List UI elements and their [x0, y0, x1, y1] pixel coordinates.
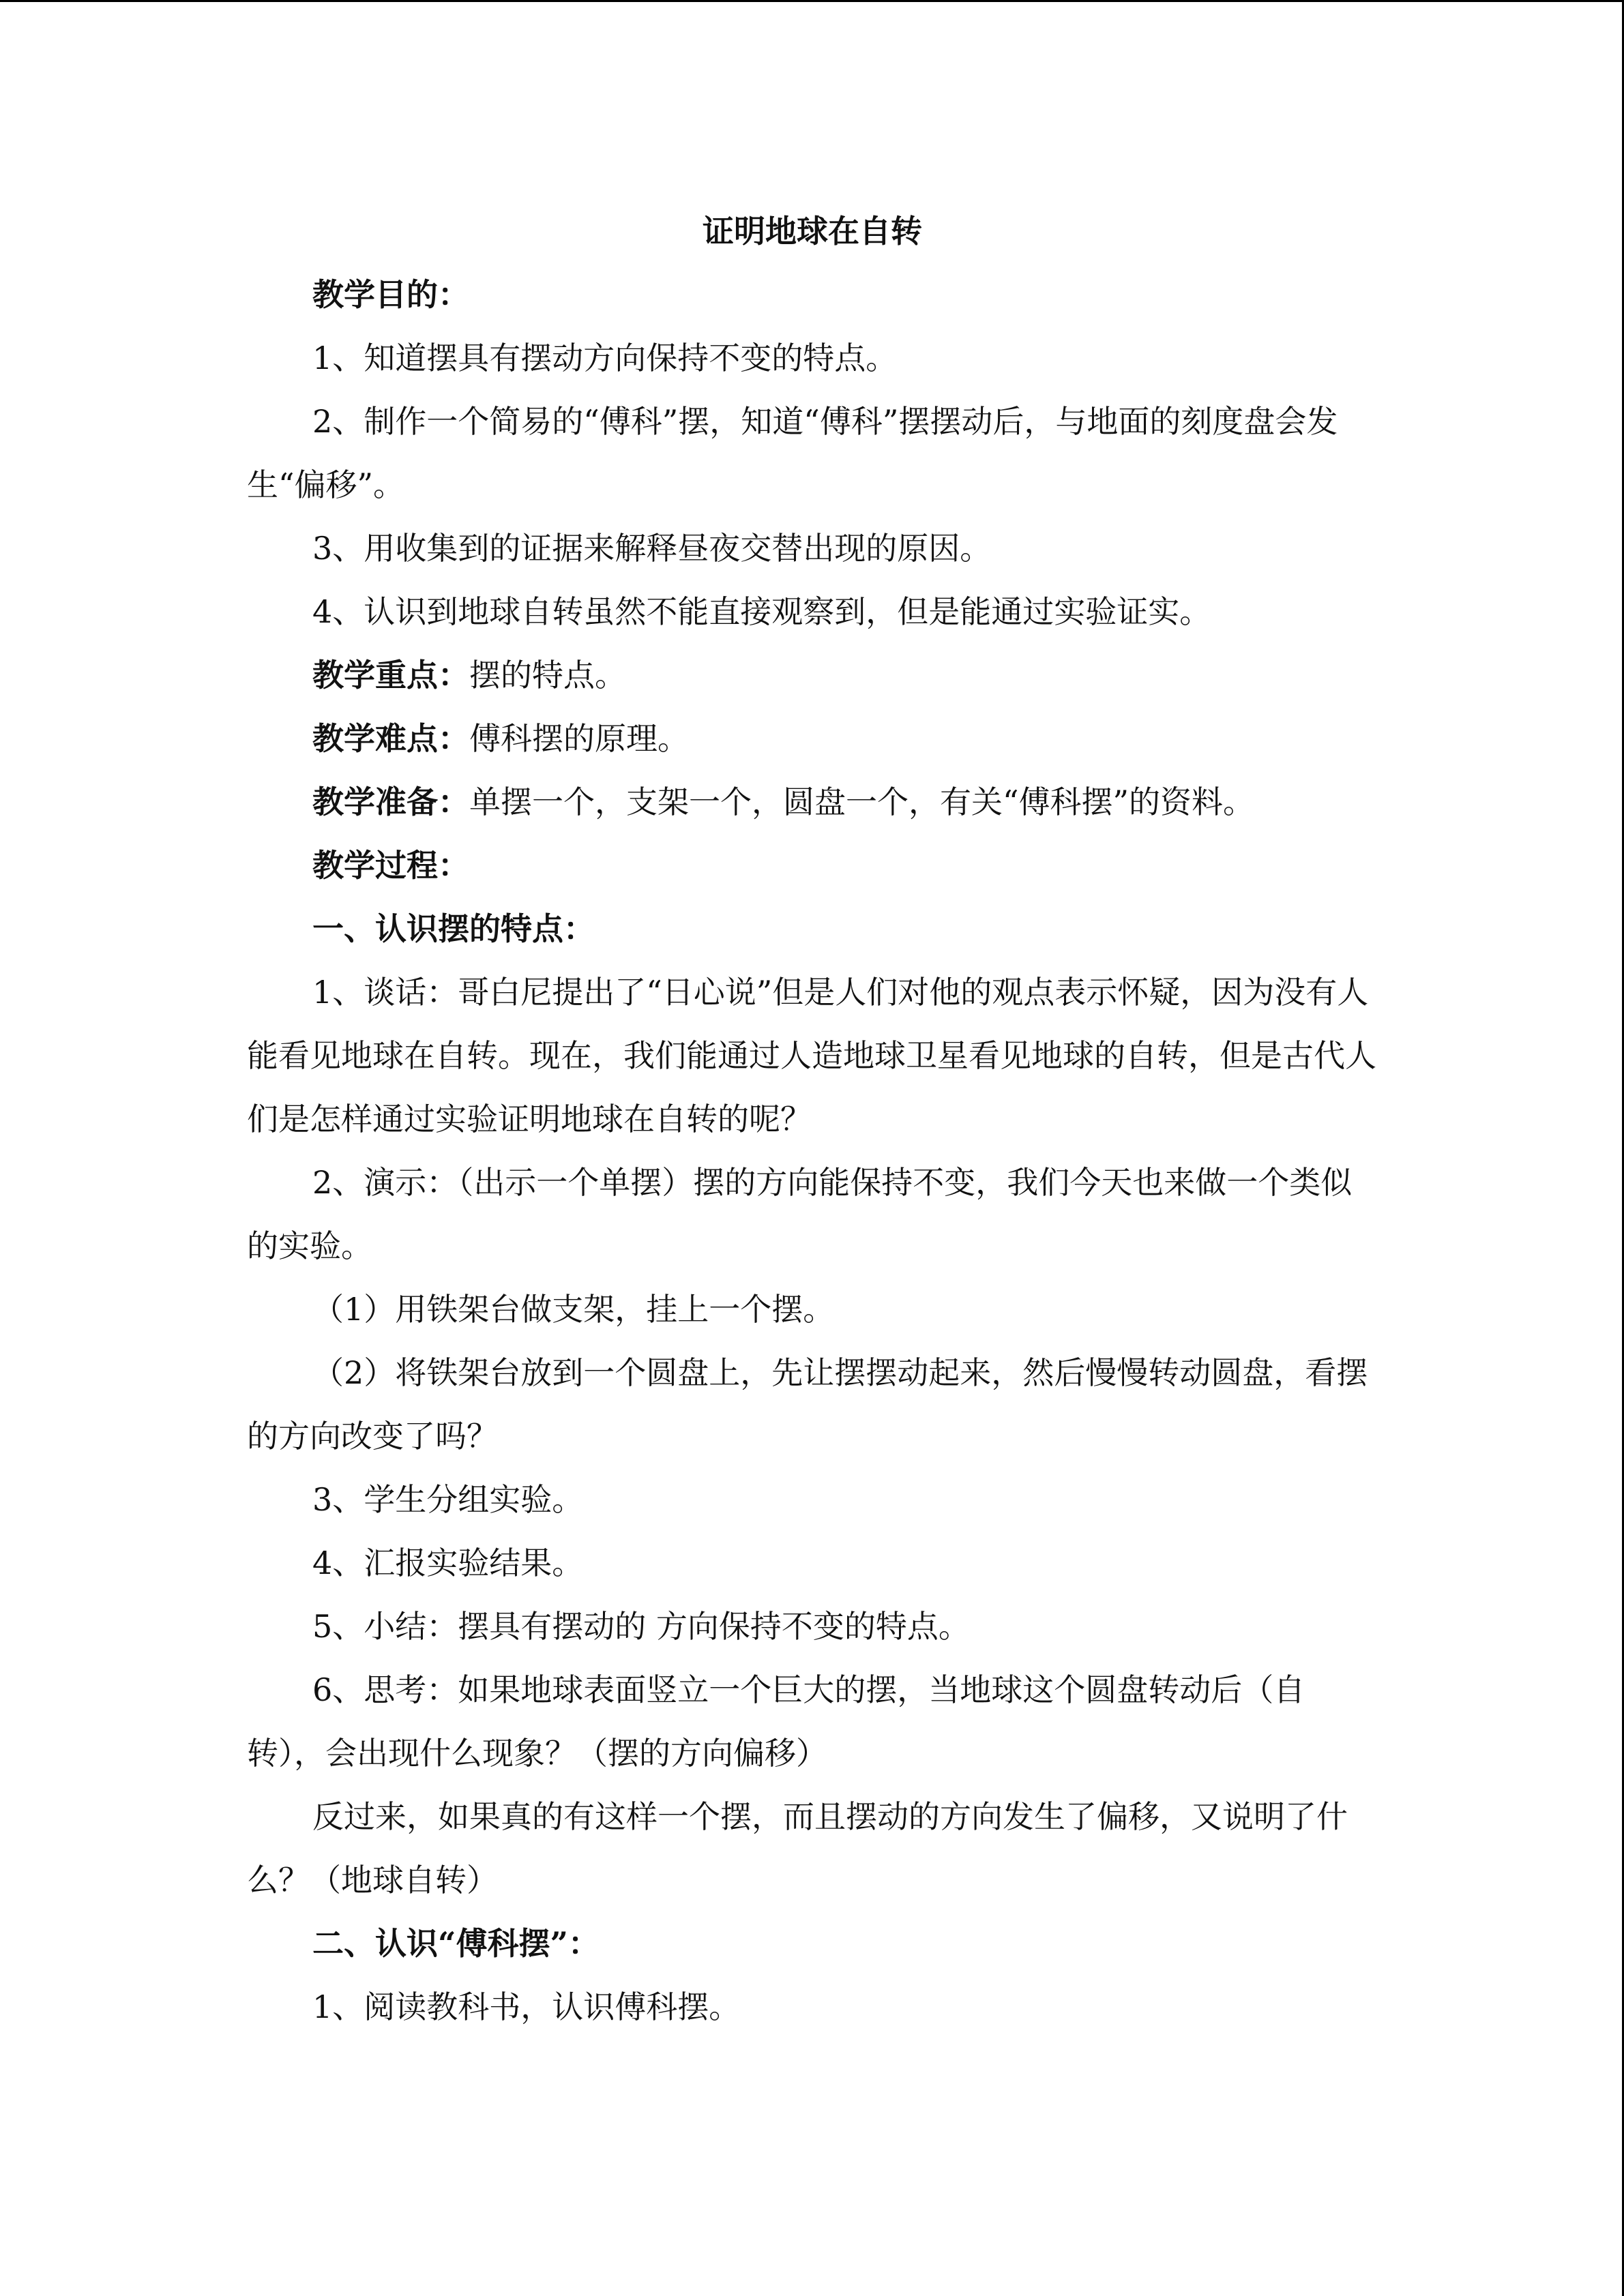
- difficulty-label: 教学难点：: [312, 720, 469, 757]
- preparation-text: 单摆一个，支架一个，圆盘一个，有关“傅科摆”的资料。: [469, 784, 1255, 820]
- section1-subitem: （2）将铁架台放到一个圆盘上，先让摆摆动起来，然后慢慢转动圆盘，看摆的方向改变了吗？: [247, 1354, 1368, 1455]
- objectives-heading: 教学目的：: [312, 276, 469, 313]
- difficulty-line: [247, 707, 1378, 771]
- section2-heading: 二、认识“傅科摆”：: [312, 1925, 600, 1962]
- section1-item: 5、小结：摆具有摆动的 方向保持不变的特点。: [312, 1608, 970, 1645]
- section1-item: 6、思考：如果地球表面竖立一个巨大的摆，当地球这个圆盘转动后（自转），会出现什么现象？（摆的方向偏移）: [247, 1671, 1305, 1772]
- key-point-label: 教学重点：: [312, 657, 469, 694]
- process-heading: 教学过程：: [312, 847, 469, 884]
- section1-item: 2、演示：（出示一个单摆）摆的方向能保持不变，我们今天也来做一个类似的实验。: [247, 1164, 1353, 1264]
- preparation-label: 教学准备：: [312, 784, 469, 820]
- objective-item: 4、认识到地球自转虽然不能直接观察到，但是能通过实验证实。: [312, 593, 1211, 630]
- objective-item: 1、知道摆具有摆动方向保持不变的特点。: [312, 340, 898, 376]
- difficulty-text: 傅科摆的原理。: [469, 720, 689, 757]
- section2-item: 1、阅读教科书，认识傅科摆。: [312, 1988, 741, 2025]
- section1-item: 1、谈话：哥白尼提出了“日心说”但是人们对他的观点表示怀疑，因为没有人能看见地球在自转。现在，我们能通过人造地球卫星看见地球的自转，但是古代人们是怎样通过实验证明地球在自转的呢？: [247, 974, 1376, 1137]
- key-point-line: [247, 644, 1378, 707]
- section1-item: 3、学生分组实验。: [312, 1481, 584, 1518]
- objective-item: 2、制作一个简易的“傅科”摆，知道“傅科”摆摆动后，与地面的刻度盘会发生“偏移”。: [247, 403, 1338, 503]
- section1-item: 反过来，如果真的有这样一个摆，而且摆动的方向发生了偏移，又说明了什么？（地球自转）: [247, 1798, 1348, 1898]
- document-body: [247, 200, 1378, 2039]
- key-point-text: 摆的特点。: [469, 657, 626, 694]
- section1-subitem: （1）用铁架台做支架，挂上一个摆。: [312, 1291, 835, 1328]
- document-title: 证明地球在自转: [703, 213, 922, 250]
- objective-item: 3、用收集到的证据来解释昼夜交替出现的原因。: [312, 530, 992, 567]
- preparation-line: [247, 771, 1378, 834]
- section1-heading: 一、认识摆的特点：: [312, 910, 595, 947]
- section1-item: 4、汇报实验结果。: [312, 1545, 584, 1581]
